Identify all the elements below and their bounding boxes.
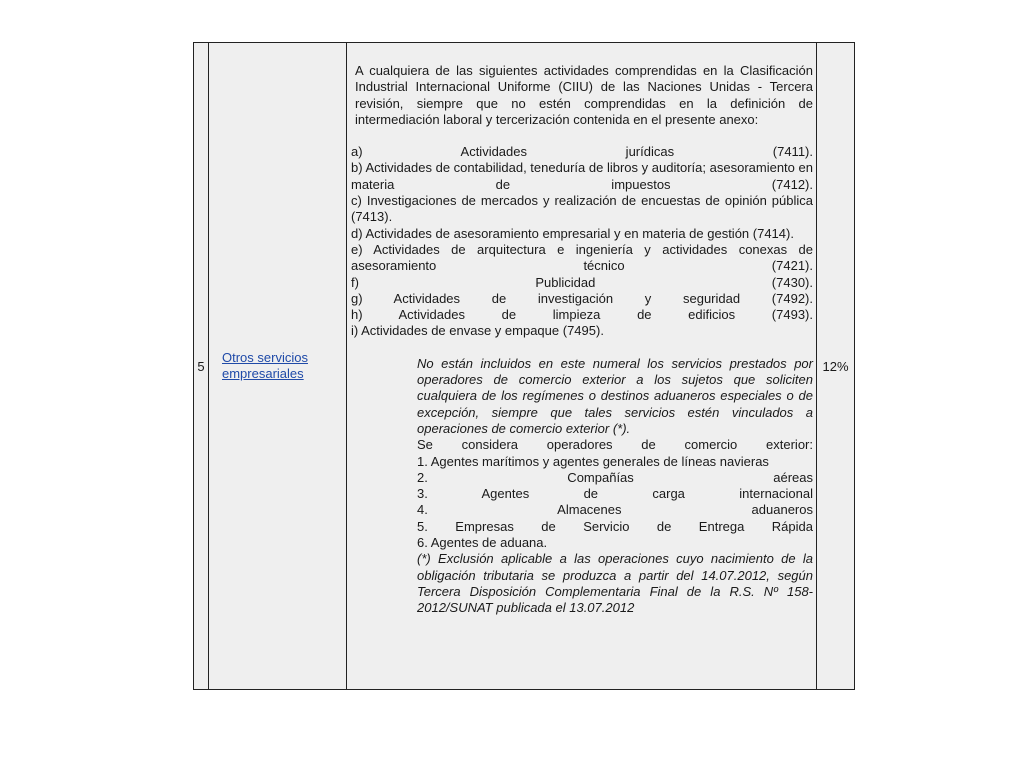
operator-item-6: 6. Agentes de aduana. <box>417 535 548 551</box>
intro-paragraph: A cualquiera de las siguientes actividades comprendidas en la Clasificación Industrial Internacional Uniforme (CIIU) de las Naciones Unidas - Tercera revisión, siempre que no estén comprendidas en la definición de intermediación laboral y tercerización contenida en el presente anexo: <box>355 63 813 127</box>
activity-f: f) Publicidad (7430). <box>351 274 813 290</box>
activity-b: b) Actividades de contabilidad, teneduría de libros y auditoría; asesoramiento en materia de impuestos (7412). <box>351 160 813 192</box>
operator-item-4: 4. Almacenes aduaneros <box>417 502 813 518</box>
rate-cell: 12% <box>817 43 855 690</box>
footnote: (*) Exclusión aplicable a las operaciones cuyo nacimiento de la obligación tributaria se produzca a partir del 14.07.2012, según Tercera Disposición Complementaria Final de la R.S. Nº 158-2012/SUNAT publicada el 13.07.2012 <box>417 551 813 616</box>
exclusion-paragraph: No están incluidos en este numeral los servicios prestados por operadores de comercio exterior a los sujetos que soliciten cualquiera de los regímenes o destinos aduaneros especiales o de excepción, siempre que tales servicios estén vinculados a operaciones de comercio exterior (*). <box>417 355 813 436</box>
operator-item-5: 5. Empresas de Servicio de Entrega Rápida <box>417 518 813 534</box>
exclusion-block <box>351 356 813 617</box>
activity-g: g) Actividades de investigación y seguridad (7492). <box>351 290 813 306</box>
description-cell <box>347 43 817 690</box>
activity-h: h) Actividades de limpieza de edificios (7493). <box>351 307 813 323</box>
operator-item-3: 3. Agentes de carga internacional <box>417 486 813 502</box>
activity-c: c) Investigaciones de mercados y realización de encuestas de opinión pública (7413). <box>351 193 813 225</box>
activities-list <box>351 144 813 340</box>
activity-e: e) Actividades de arquitectura e ingeniería y actividades conexas de asesoramiento técnico (7421). <box>351 241 813 274</box>
activity-d: d) Actividades de asesoramiento empresarial y en materia de gestión (7414). <box>351 225 794 241</box>
table-row <box>194 43 855 690</box>
operators-heading: Se considera operadores de comercio exterior: <box>417 437 813 453</box>
row-number: 5 <box>194 43 209 690</box>
operator-item-1: 1. Agentes marítimos y agentes generales de líneas navieras <box>417 453 769 469</box>
operator-item-2: 2. Compañías aéreas <box>417 469 813 485</box>
services-table <box>193 42 855 690</box>
activity-i: i) Actividades de envase y empaque (7495). <box>351 323 604 339</box>
service-name-cell <box>209 43 347 690</box>
service-name-link[interactable]: Otros servicios empresariales <box>222 350 308 381</box>
activity-a: a) Actividades jurídicas (7411). <box>351 144 813 160</box>
